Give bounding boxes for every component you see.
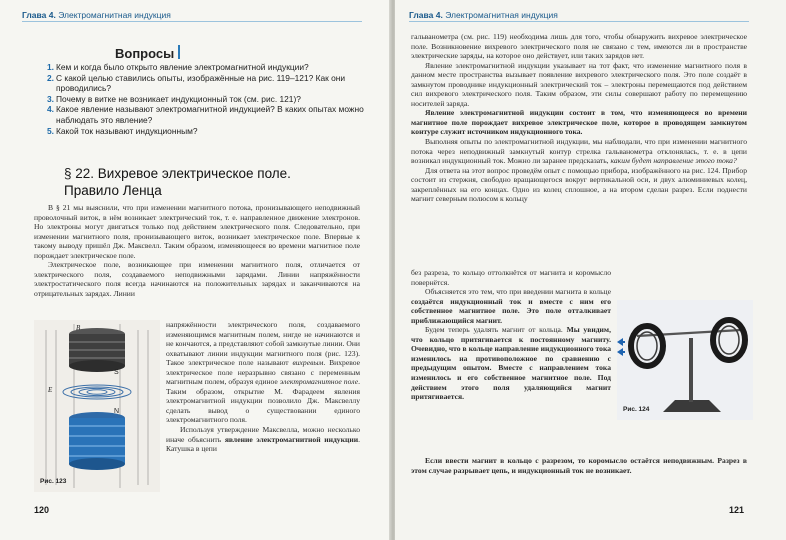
paragraph — [411, 325, 611, 401]
question-item — [47, 104, 367, 125]
chapter-title: Электромагнитная индукция — [445, 10, 558, 20]
question-number: 3. — [47, 93, 54, 104]
paragraph: Если ввести магнит в кольцо с разрезом, то коромысло остаётся неподвижным. Разрез в этом случае разрывает цепь, и индукционный ток не возникает. — [411, 456, 747, 475]
text-run: . Вихревое электрическое поле неразрывно связано с переменным магнитным полем, образуя единое — [166, 358, 360, 387]
paragraph: Электрическое поле, возникающее при изменении магнитного поля, отличается от электрического поля, создаваемого неподвижными зарядами. Линии напряжённости электростатического поля всегда начинаются на положительных зарядах и заканчиваются на отрицательных зарядах. Линии — [34, 260, 360, 298]
text-run: Объясняется это тем, что при введении магнита в кольце — [425, 287, 611, 297]
chapter-number: Глава 4. — [409, 10, 443, 20]
left-page — [0, 0, 391, 540]
paragraph — [166, 320, 360, 425]
question-text: Какой ток называют индукционным? — [56, 125, 198, 136]
e-field-label: E⃗ — [48, 386, 58, 394]
chapter-title: Электромагнитная индукция — [58, 10, 171, 20]
figure-124 — [617, 300, 753, 420]
question-text: Почему в витке не возникает индукционный ток (см. рис. 121)? — [56, 93, 301, 104]
text-run: Будем теперь удалять магнит от кольца. — [425, 325, 567, 335]
header-rule — [22, 21, 362, 22]
paragraph — [411, 137, 747, 166]
text-run: Выполняя опыты по электромагнитной индукции, мы наблюдали, что при изменении магнитного потока через неподвижный замкнутый контур стрелка гальванометра отклонялась, т. е. в цепи возникал индукционный ток. Можно ли заранее предсказать, — [411, 137, 747, 166]
section-number: § 22. — [64, 166, 95, 181]
term-vortex: вихревым — [292, 358, 324, 368]
questions-accent-bar — [178, 45, 180, 59]
text-run: . Таким образом, открытие М. Фарадеем явления электромагнитной индукции позволило Дж. Максвеллу сделать вывод о существовании единого электромагнитного поля. — [166, 377, 360, 425]
south-pole-label: S — [114, 369, 119, 376]
question-item — [47, 94, 367, 105]
question-text: С какой целью ставились опыты, изображённые на рис. 119–121? Как они проводились? — [56, 72, 346, 94]
text-run: . Катушка в цепи — [166, 434, 360, 454]
text-run: Используя утверждение Максвелла, можно несколько иначе объяснить — [166, 425, 360, 444]
b-field-label: B⃗ — [76, 324, 86, 332]
paragraph — [166, 425, 360, 454]
term-em-field: электромагнитное поле — [279, 377, 359, 387]
running-head — [22, 10, 171, 20]
header-rule — [409, 21, 749, 22]
section-heading: Вихревое электрическое поле. Правило Ленца — [64, 166, 291, 198]
chapter-number: Глава 4. — [22, 10, 56, 20]
question-number: 4. — [47, 104, 54, 115]
right-body-top — [411, 32, 747, 204]
paragraph: Явление электромагнитной индукции указывает на тот факт, что изменение магнитного поля в данном месте пространства вызывает появление вихревого электрического поля. Это поле создаёт в замкнутом проводнике индукционный электрический ток – электроны перемещаются под действием сил вихревого электрического поля. Таким образом, эти силы совершают работу по перемещению носителей заряда. — [411, 60, 747, 108]
question-text: Какое явление называют электромагнитной индукцией? В каких опытах можно наблюдать это явление? — [56, 104, 364, 125]
lenz-rings-illustration — [617, 300, 753, 420]
emph-run: создаётся индукционный ток и вместе с ним его собственное магнитное поле. Это поле отталкивает приближающийся магнит. — [411, 296, 611, 325]
figure-123 — [34, 320, 160, 492]
section-title — [64, 165, 344, 199]
right-body-wrap — [411, 268, 611, 402]
paragraph: гальванометра (см. рис. 119) необходима лишь для того, чтобы обнаружить вихревое электрическое поле. Возникновение вихревого электрического поля не связано с тем, имеются ли в пространстве электрические заряды, на которое оно действует, или таких зарядов нет. — [411, 32, 747, 61]
paragraph — [411, 287, 611, 325]
questions-title: Вопросы — [115, 46, 175, 61]
page-number: 120 — [34, 505, 50, 515]
text-run: напряжённости электрического поля, создаваемого изменяющимся магнитным полем, нигде не начинаются и не кончаются, а представляют собой замкнутые линии. Они охватывают линии индукции магнитного поля (рис. 123). Такое электрическое поле называют — [166, 320, 360, 368]
questions-list — [47, 62, 367, 136]
left-body-top — [34, 203, 360, 298]
paragraph: без разреза, то кольцо оттолкнётся от магнита и коромысло повернётся. — [411, 268, 611, 287]
north-pole-label: N — [114, 408, 120, 415]
left-body-wrap — [166, 320, 360, 454]
page-number: 121 — [729, 505, 745, 515]
paragraph: В § 21 мы выяснили, что при изменении магнитного потока, пронизывающего неподвижный проволочный виток, в нём возникает электрический ток, т. е. направленное движение электронов. Но электроны могут двигаться только под действием электрического поля. Следовательно, при изменении магнитного поля, пронизывающего виток, возникает электрическое поле. Впервые к такому выводу пришёл Дж. Максвелл. Таким образом, изменяющееся во времени магнитное поле порождает электрическое поле. — [34, 203, 360, 260]
coil-field-illustration — [34, 320, 160, 492]
figure-label: Рис. 123 — [40, 478, 67, 485]
question-item — [47, 73, 367, 94]
question-number: 1. — [47, 62, 54, 72]
question-item — [47, 62, 367, 73]
question-number: 2. — [47, 72, 54, 83]
emph-run: Мы увидим, что кольцо притягивается к постоянному магниту. Очевидно, что в кольце направление индукционного тока изменилось на противоположное по сравнению с предыдущим опытом. Вместе с направлением тока изменилось и его собственное магнитное поле. Под действием этого поля удаляющийся магнит притягивается. — [411, 325, 611, 402]
question-run: каким будет направление этого тока? — [610, 156, 737, 166]
question-number: 5. — [47, 125, 54, 136]
question-text: Кем и когда было открыто явление электромагнитной индукции? — [56, 62, 309, 72]
question-item — [47, 126, 367, 137]
right-page — [395, 0, 786, 540]
paragraph: Для ответа на этот вопрос проведём опыт с помощью прибора, изображённого на рис. 124. Прибор состоит из стержня, свободно вращающегося вокруг вертикальной оси, и двух алюминиевых колец, закреплённых на его концах. Одно из колец сплошное, а на втором сделан разрез. Если поднести магнит северным полюсом к кольцу — [411, 165, 747, 204]
key-statement: Явление электромагнитной индукции состоит в том, что изменяющееся во времени магнитное поле порождает вихревое электрическое поле, которое в проводящем замкнутом контуре служит источником индукционного тока. — [411, 108, 747, 137]
right-body-bottom — [411, 456, 747, 475]
running-head — [409, 10, 558, 20]
term-induction: явление электромагнитной индукции — [224, 434, 359, 444]
figure-label: Рис. 124 — [623, 406, 650, 413]
